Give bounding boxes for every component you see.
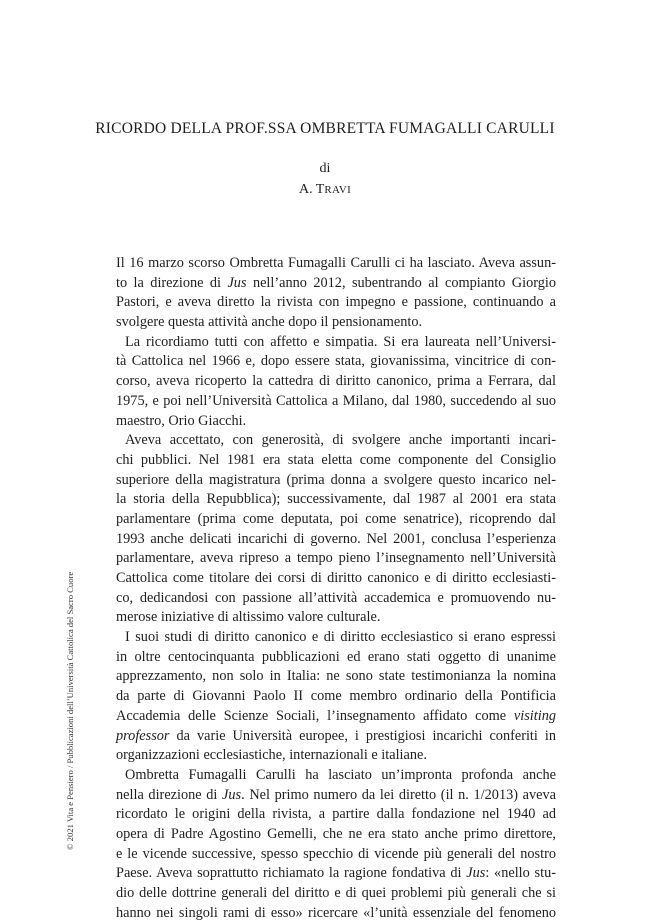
italic-text: Jus — [466, 865, 486, 882]
text-run: chi pubblici. Nel 1981 era stata eletta come componente del Consiglio — [116, 451, 556, 468]
author-name — [0, 182, 650, 198]
text-line — [116, 471, 556, 491]
text-run: da parte di Giovanni Paolo II come membro ordinario della Pontificia — [116, 688, 556, 705]
text-run: hanno nei singoli rami di esso» ricercare «l’unità essenziale del fenomeno — [116, 904, 556, 921]
text-line — [116, 293, 556, 313]
text-run: Cattolica come titolare dei corsi di diritto canonico e di diritto ecclesiasti- — [116, 570, 556, 586]
text-run: corso, aveva ricoperto la cattedra di diritto canonico, prima a Ferrara, dal — [116, 373, 556, 390]
text-line — [116, 825, 556, 845]
byline-di: di — [319, 161, 331, 176]
text-run: 1975, e poi nell’Università Cattolica a Milano, dal 1980, succedendo al suo — [116, 392, 556, 409]
text-line — [116, 451, 556, 471]
text-run: merose iniziative di altissimo valore culturale. — [116, 609, 381, 626]
text-run: 1993 anche delicati incarichi di governo. Nel 2001, conclusa l’esperienza — [116, 530, 556, 547]
text-run: Il 16 marzo scorso Ombretta Fumagalli Carulli ci ha lasciato. Aveva assun- — [116, 255, 556, 271]
text-line — [116, 352, 556, 372]
text-run: co, dedicandosi con passione all’attività accademica e promuovendo nu- — [116, 589, 556, 606]
text-line — [116, 510, 556, 530]
italic-text: visiting — [513, 707, 556, 724]
text-line — [116, 766, 556, 786]
text-line — [116, 667, 556, 687]
text-run: parlamentare (prima come deputata, poi come senatrice), ricoprendo dal — [116, 510, 556, 527]
text-line — [116, 648, 556, 668]
italic-text: Jus — [227, 274, 247, 291]
text-line — [116, 372, 556, 392]
text-run: nella direzione di — [116, 786, 223, 803]
text-run: Paese. Aveva soprattutto richiamato la ragione fondativa di — [116, 865, 467, 882]
text-line — [116, 530, 556, 550]
text-run: svolgere questa attività anche dopo il pensionamento. — [116, 314, 423, 331]
italic-text: professor — [116, 727, 170, 744]
text-run: apprezzamento, non solo in Italia: ne sono state testimonianza la nomina — [116, 668, 556, 685]
text-line — [116, 412, 556, 432]
text-line — [116, 589, 556, 609]
text-line — [116, 333, 556, 353]
text-run: to la direzione di — [116, 274, 228, 291]
paragraph — [116, 766, 556, 923]
text-line — [116, 884, 556, 904]
text-line — [116, 549, 556, 569]
text-line — [116, 864, 556, 884]
text-line — [116, 392, 556, 412]
text-line — [116, 904, 556, 923]
text-line — [116, 628, 556, 648]
paragraph — [116, 628, 556, 766]
text-line — [116, 687, 556, 707]
text-run: in oltre centocinquanta pubblicazioni ed erano stati oggetto di unanime — [116, 648, 556, 665]
italic-text: Jus — [222, 786, 242, 803]
article-title: RICORDO DELLA PROF.SSA OMBRETTA FUMAGALLI CARULLI — [95, 120, 555, 137]
text-run: Ombretta Fumagalli Carulli ha lasciato un’impronta profonda anche — [125, 766, 556, 783]
text-run: : «nello stu- — [485, 865, 557, 882]
text-run: dio delle dottrine generali del diritto e di quei problemi più generali che si — [116, 885, 556, 901]
text-run: La ricordiamo tutti con affetto e simpatia. Si era laureata nell’Universi- — [125, 333, 556, 350]
paragraph — [116, 333, 556, 431]
text-line — [116, 746, 556, 766]
text-run: Pastori, e aveva diretto la rivista con impegno e passione, continuando a — [116, 294, 556, 311]
text-run: Accademia delle Scienze Sociali, l’insegnamento affidato come — [116, 707, 514, 724]
text-run: maestro, Orio Giacchi. — [116, 412, 247, 429]
text-run: e le vicende successive, spesso specchio di vicende più generali del nostro — [116, 845, 556, 862]
text-line — [116, 274, 556, 294]
author-surname-smallcaps: RAVI — [324, 184, 352, 196]
text-run: parlamentare, aveva ripreso a tempo pieno l’insegnamento nell’Università — [116, 550, 556, 567]
article-body — [116, 254, 556, 923]
text-run: ricordato le origini della rivista, a partire dalla fondazione nel 1940 ad — [116, 806, 556, 823]
text-line — [116, 786, 556, 806]
text-run: opera di Padre Agostino Gemelli, che ne era stato anche primo direttore, — [116, 825, 556, 842]
text-run: nell’anno 2012, subentrando al compianto Giorgio — [246, 274, 556, 291]
text-line — [116, 569, 556, 589]
text-run: da varie Università europee, i prestigiosi incarichi conferiti in — [169, 727, 556, 744]
text-line — [116, 431, 556, 451]
text-run: I suoi studi di diritto canonico e di diritto ecclesiastico si erano espressi — [125, 629, 556, 646]
text-line — [116, 313, 556, 333]
text-run: superiore della magistratura (prima donna a svolgere questo incarico nel- — [116, 471, 556, 488]
text-run: organizzazioni ecclesiastiche, internazionali e italiane. — [116, 747, 427, 764]
text-line — [116, 490, 556, 510]
paragraph — [116, 254, 556, 333]
text-line — [116, 727, 556, 747]
text-line — [116, 845, 556, 865]
text-run: tà Cattolica nel 1966 e, dopo essere stata, giovanissima, vincitrice di con- — [116, 353, 556, 370]
text-line — [116, 608, 556, 628]
text-line — [116, 254, 556, 274]
text-run: la storia della Repubblica); successivamente, dal 1987 al 2001 era stata — [116, 491, 556, 508]
text-run: . Nel primo numero da lei diretto (il n. 1/2013) aveva — [241, 786, 556, 803]
copyright-spine-text: © 2021 Vita e Pensiero / Pubblicazioni dell’Università Cattolica del Sacro Cuore — [65, 571, 75, 850]
author-initial: A. T — [298, 182, 325, 197]
paragraph — [116, 431, 556, 628]
text-run: Aveva accettato, con generosità, di svolgere anche importanti incari- — [125, 432, 556, 449]
text-line — [116, 805, 556, 825]
text-line — [116, 707, 556, 727]
